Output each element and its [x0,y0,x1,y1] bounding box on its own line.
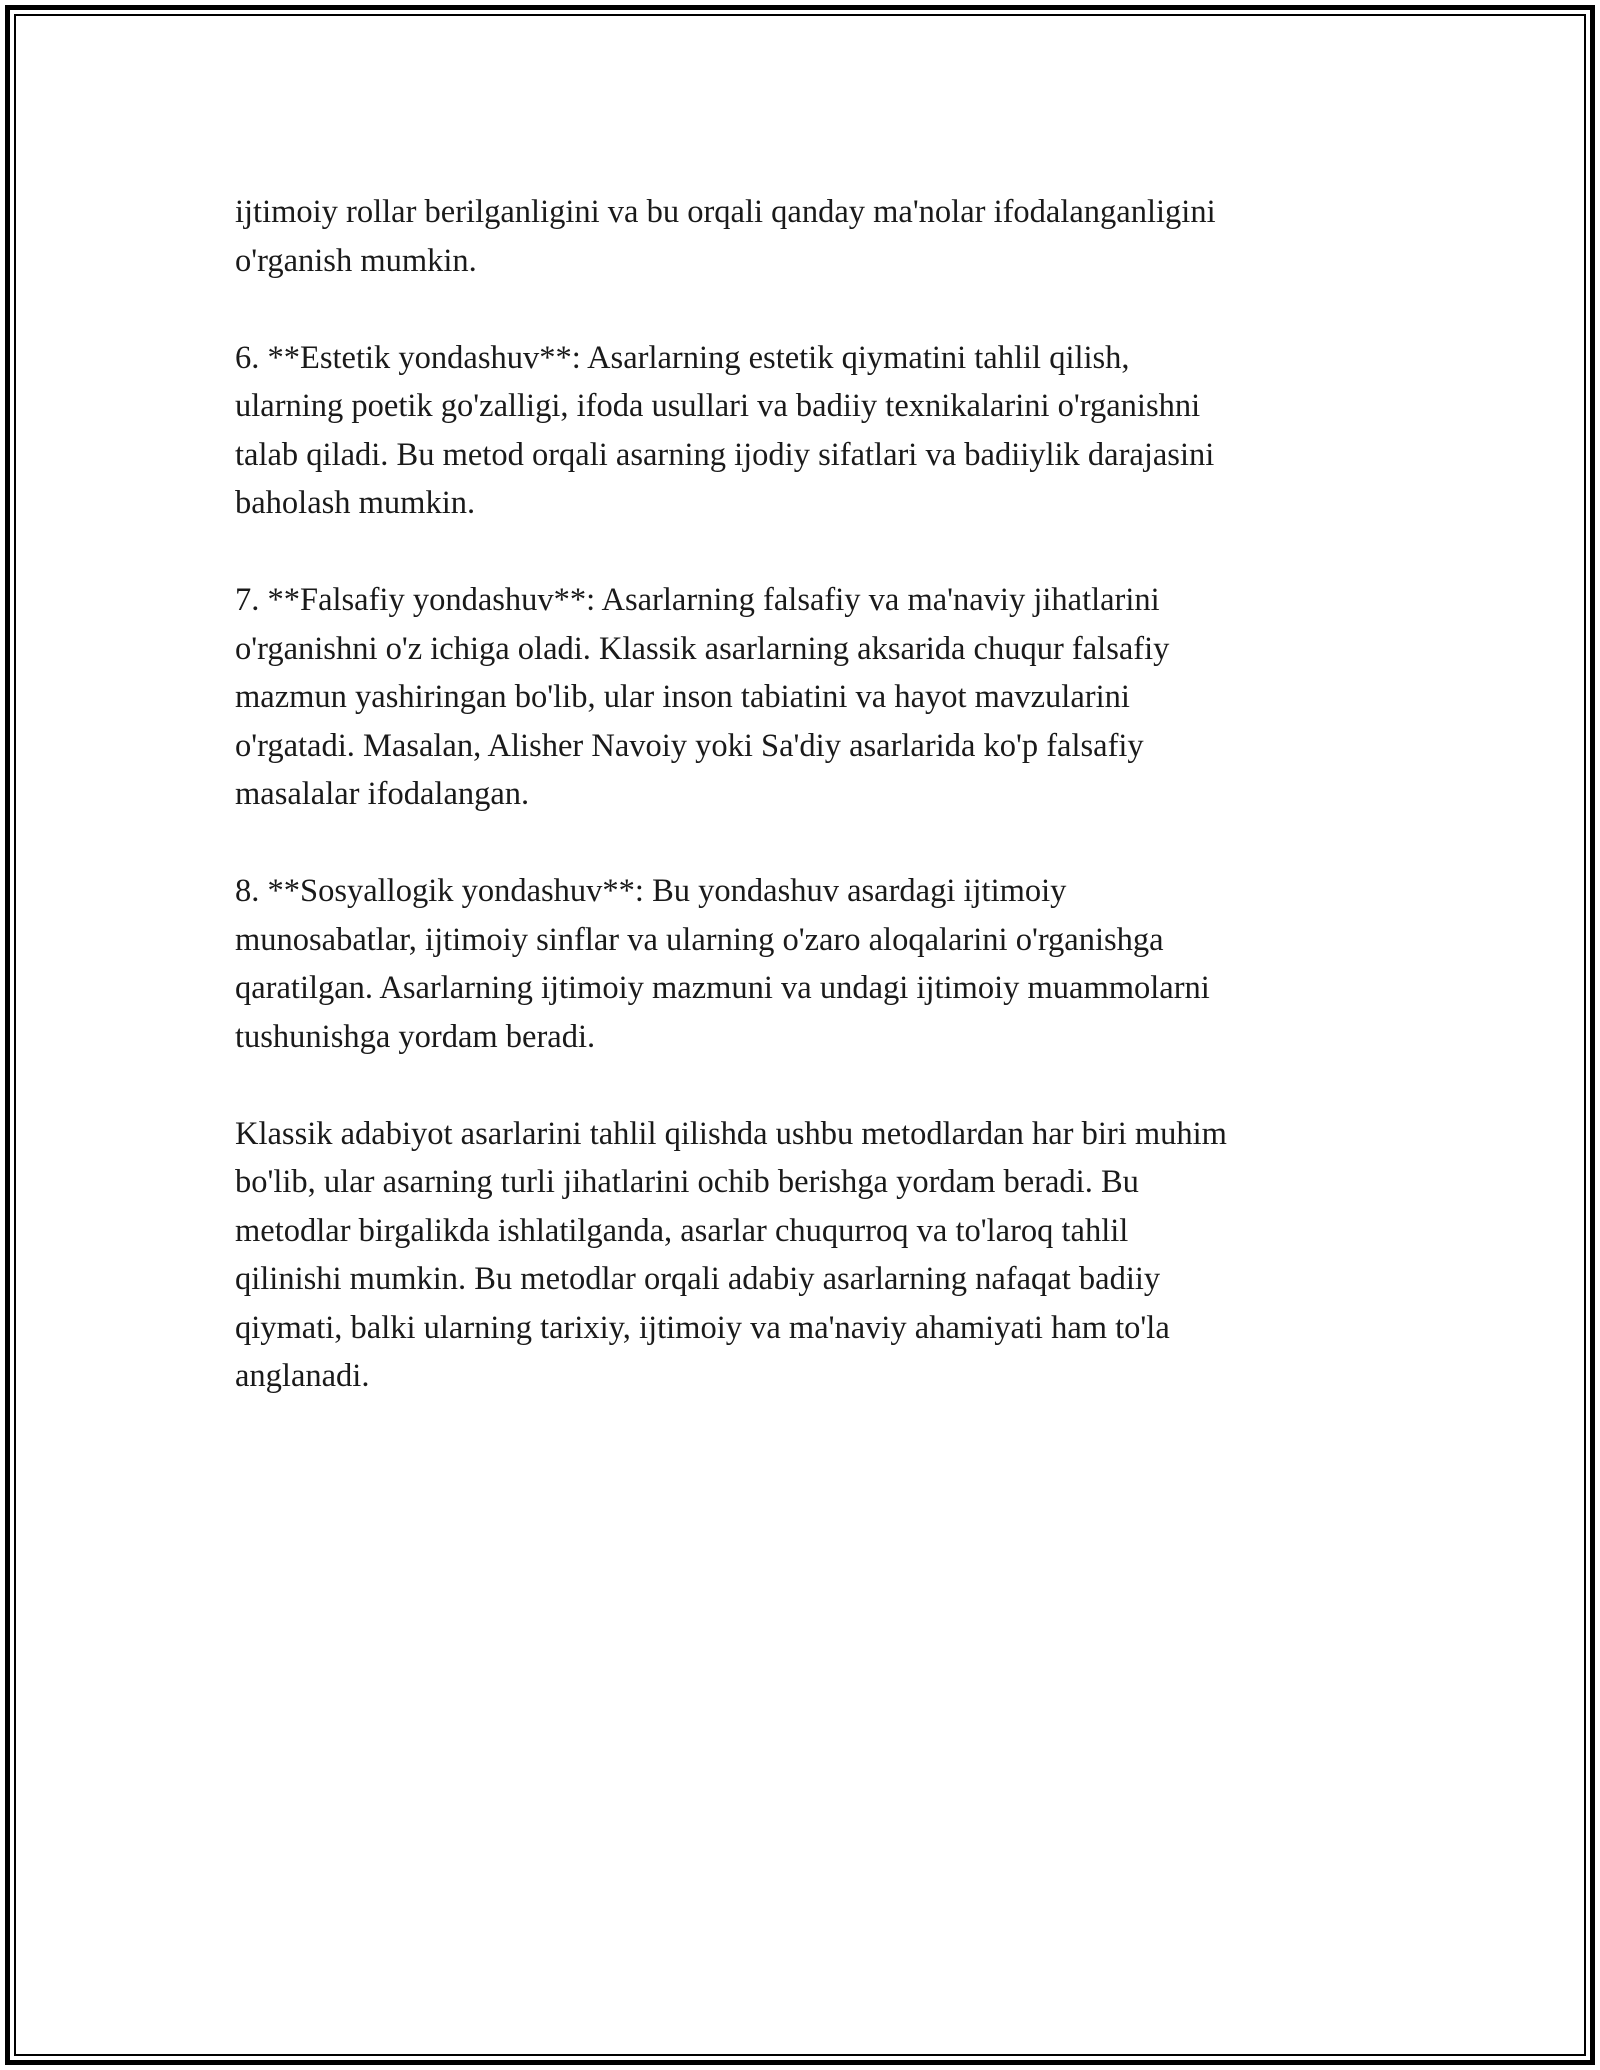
paragraph-conclusion: Klassik adabiyot asarlarini tahlil qilishda ushbu metodlardan har biri muhim bo'lib, ular asarning turli jihatlarini ochib berishga yordam beradi. Bu metodlar birgalikda ishlatilganda, asarlar chuqurroq va to'laroq tahlil qilinishi mumkin. Bu metodlar orqali adabiy asarlarning nafaqat badiiy qiymati, balki ularning tarixiy, ijtimoiy va ma'naviy ahamiyati ham to'la anglanadi. [235,1115,1227,1394]
paragraph-sosyallogik-yondashuv: 8. **Sosyallogik yondashuv**: Bu yondashuv asardagi ijtimoiy munosabatlar, ijtimoiy sinflar va ularning o'zaro aloqalarini o'rganishga qaratilgan. Asarlarning ijtimoiy mazmuni va undagi ijtimoiy muammolarni tushunishga yordam beradi. [235,873,1210,1055]
paragraph-falsafiy-yondashuv: 7. **Falsafiy yondashuv**: Asarlarning falsafiy va ma'naviy jihatlarini o'rganishni o'z ichiga oladi. Klassik asarlarning aksarida chuqur falsafiy mazmun yashiringan bo'lib, ular inson tabiatini va hayot mavzularini o'rgatadi. Masalan, Alisher Navoiy yoki Sa'diy asarlarida ko'p falsafiy masalalar ifodalangan. [235,582,1170,812]
paragraph-estetik-yondashuv: 6. **Estetik yondashuv**: Asarlarning estetik qiymatini tahlil qilish, ularning poetik go'zalligi, ifoda usullari va badiiy texnikalarini o'rganishni talab qiladi. Bu metod orqali asarning ijodiy sifatlari va badiiylik darajasini baholash mumkin. [235,339,1215,521]
document-body [235,188,1375,1401]
paragraph-continuation: ijtimoiy rollar berilganligini va bu orqali qanday ma'nolar ifodalanganligini o'rganish mumkin. [235,194,1216,279]
